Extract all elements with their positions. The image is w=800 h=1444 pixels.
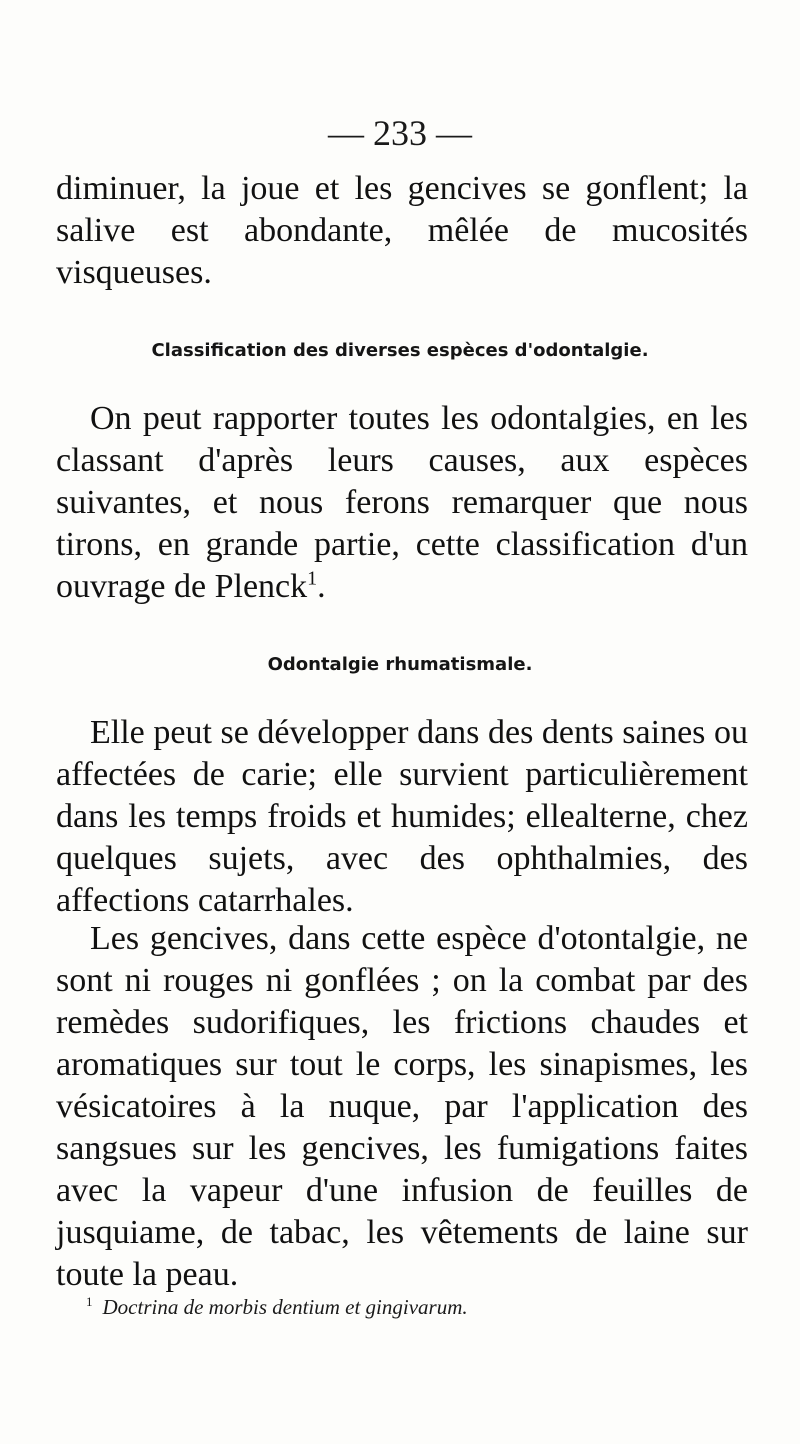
continuation-paragraph (56, 168, 748, 294)
rheumatic-paragraph-1 (56, 712, 748, 922)
classification-paragraph (56, 398, 748, 608)
paragraph-text (56, 398, 748, 608)
section-heading-classification: Classification des diverses espèces d'odontalgie. (151, 340, 649, 361)
section-heading-rheumatic: Odontalgie rhumatismale. (267, 654, 533, 675)
paragraph-end: . (317, 568, 326, 605)
footnote-marker: 1 (86, 1294, 93, 1309)
page-number: — 233 — (328, 113, 472, 153)
paragraph-body: On peut rapporter toutes les odontalgies, en les classant d'après leurs causes, aux espèces suivantes, et nous ferons remarquer que nous tirons, en grande partie, cette classification d'un ouvrage de Plenck (56, 400, 748, 605)
footnote-reference: 1 (307, 567, 318, 590)
footnote-text: Doctrina de morbis dentium et gingivarum. (102, 1295, 468, 1319)
paragraph-text: diminuer, la joue et les gencives se gonflent; la salive est abondante, mêlée de mucosités visqueuses. (56, 170, 748, 291)
paragraph-text: Les gencives, dans cette espèce d'otontalgie, ne sont ni rouges ni gonflées ; on la combat par des remèdes sudorifiques, les frictions chaudes et aromatiques sur tout le corps, les sinapismes, les vésicatoires à la nuque, par l'application des sangsues sur les gencives, les fumigations faites avec la vapeur d'une infusion de feuilles de jusquiame, de tabac, les vêtements de laine sur toute la peau. (56, 920, 748, 1293)
footnote (86, 1294, 468, 1320)
paragraph-text: Elle peut se développer dans des dents saines ou affectées de carie; elle survient particulièrement dans les temps froids et humides; ellealterne, chez quelques sujets, avec des ophthalmies, des affections catarrhales. (56, 714, 748, 919)
rheumatic-paragraph-2 (56, 918, 748, 1296)
